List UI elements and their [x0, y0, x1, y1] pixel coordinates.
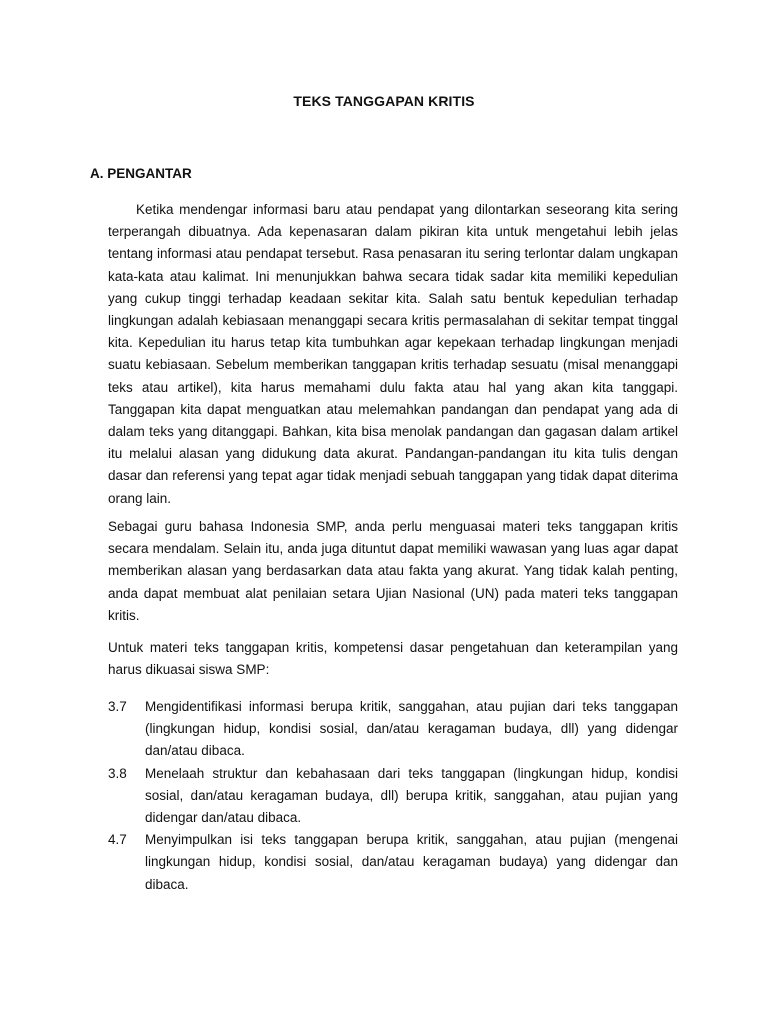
- list-item-number: 4.7: [108, 832, 127, 848]
- paragraph-intro: Ketika mendengar informasi baru atau pendapat yang dilontarkan seseorang kita sering terperangah dibuatnya. Ada kepenasaran dalam pikiran kita untuk mengetahui lebih jelas tentang informasi atau pendapat tersebut. Rasa penasaran itu sering terlontar dalam ungkapan kata-kata atau kalimat. Ini menunjukkan bahwa secara tidak sadar kita memiliki kepedulian yang cukup tinggi terhadap keadaan sekitar kita. Salah satu bentuk kepedulian terhadap lingkungan adalah kebiasaan menanggapi secara kritis permasalahan di sekitar tempat tinggal kita. Kepedulian itu harus tetap kita tumbuhkan agar kepekaan terhadap lingkungan menjadi suatu kebiasaan. Sebelum memberikan tanggapan kritis terhadap sesuatu (misal menanggapi teks atau artikel), kita harus memahami dulu fakta atau hal yang akan kita tanggapi. Tanggapan kita dapat menguatkan atau melemahkan pandangan dan pendapat yang ada di dalam teks yang ditanggapi. Bahkan, kita bisa menolak pandangan dan gagasan dalam artikel itu melalui alasan yang didukung data akurat. Pandangan-pandangan itu kita tulis dengan dasar dan referensi yang tepat agar tidak menjadi sebuah tanggapan yang tidak dapat diterima orang lain.: [108, 202, 678, 506]
- list-item-text: Menelaah struktur dan kebahasaan dari teks tanggapan (lingkungan hidup, kondisi sosial, dan/atau keragaman budaya, dll) berupa kritik, sanggahan, atau pujian yang didengar dan/atau dibaca.: [145, 765, 678, 826]
- list-item: [108, 829, 678, 896]
- list-item-text: Mengidentifikasi informasi berupa kritik, sanggahan, atau pujian dari teks tanggapan (lingkungan hidup, kondisi sosial, dan/atau keragaman budaya, dll) yang didengar dan/atau dibaca.: [145, 699, 678, 759]
- list-item-number: 3.7: [108, 699, 127, 714]
- paragraph-teacher: Sebagai guru bahasa Indonesia SMP, anda perlu menguasai materi teks tanggapan kritis secara mendalam. Selain itu, anda juga dituntut dapat memiliki wawasan yang luas agar dapat memberikan alasan yang berdasarkan data atau fakta yang akurat. Yang tidak kalah penting, anda dapat membuat alat penilaian setara Ujian Nasional (UN) pada materi teks tanggapan kritis.: [108, 519, 678, 623]
- list-item: [108, 696, 678, 763]
- list-item-number: 3.8: [108, 765, 127, 781]
- section-heading: A. PENGANTAR: [90, 166, 192, 181]
- list-item: [108, 763, 678, 830]
- paragraph-competency-intro: Untuk materi teks tanggapan kritis, kompetensi dasar pengetahuan dan keterampilan yang harus dikuasai siswa SMP:: [108, 640, 678, 678]
- list-item-text: Menyimpulkan isi teks tanggapan berupa kritik, sanggahan, atau pujian (mengenai lingkungan hidup, kondisi sosial, dan/atau keragaman budaya) yang didengar dan dibaca.: [145, 832, 678, 892]
- document-title: TEKS TANGGAPAN KRITIS: [293, 93, 475, 109]
- competency-list: [108, 696, 678, 896]
